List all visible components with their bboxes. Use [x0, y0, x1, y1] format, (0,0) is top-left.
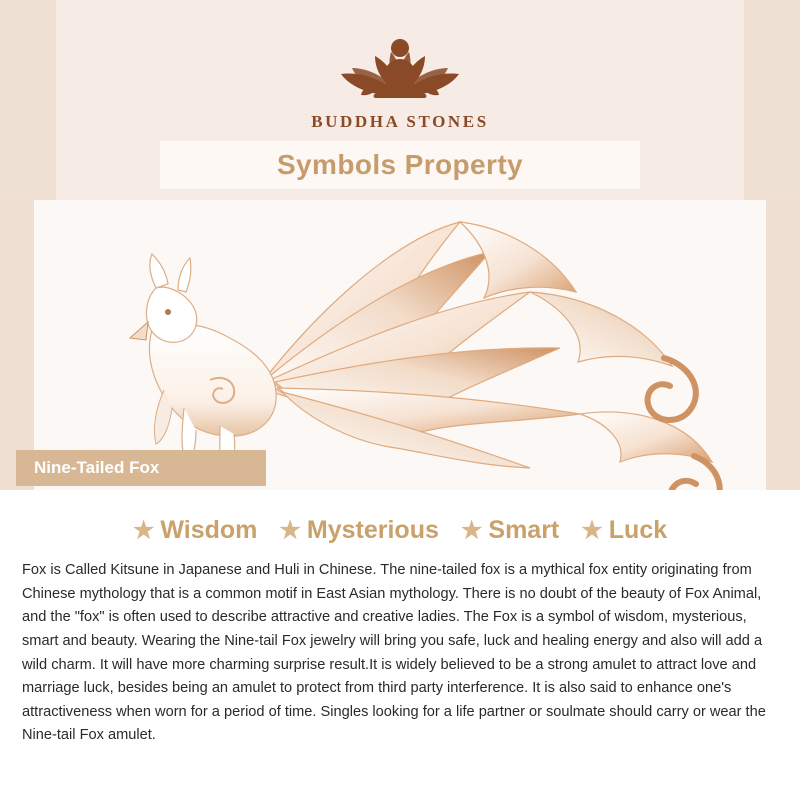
left-accent-bar	[0, 200, 34, 490]
page-title: Symbols Property	[276, 149, 524, 180]
keyword-label: Smart	[488, 516, 560, 544]
keyword-item	[279, 516, 439, 545]
description-section	[0, 490, 800, 800]
right-accent-bar	[766, 200, 800, 490]
keyword-item	[581, 516, 667, 545]
brand-name: BUDDHA STONES	[311, 112, 489, 131]
nine-tailed-fox-illustration	[60, 200, 750, 490]
star-icon: ★	[460, 516, 483, 544]
illustration-label-tag	[16, 450, 266, 486]
header-band	[0, 0, 800, 200]
brand-logo	[0, 22, 800, 132]
buddha-lotus-icon	[315, 22, 485, 108]
keyword-row	[0, 490, 800, 545]
description-text: Fox is Called Kitsune in Japanese and Huli in Chinese. The nine-tailed fox is a mythical fox entity originating from Chinese mythology that is a common motif in East Asian mythology. There is no doubt of the beauty of Fox Animal, and the "fox" is often used to describe attractive and creative ladies. The Fox is a symbol of wisdom, mysterious, smart and beauty. Wearing the Nine-tail Fox jewelry will bring you safe, luck and healing energy and also will add a wild charm. It will have more charming surprise result.It is widely believed to be a strong amulet to attract love and marriage luck, besides being an amulet to protect from third party interference. It is also said to enhance one's attractiveness when worn for a period of time. Singles looking for a life partner or soulmate should carry or wear the Nine-tail Fox amulet.	[22, 562, 766, 744]
title-ribbon	[160, 141, 640, 189]
keyword-item	[461, 516, 559, 545]
star-icon: ★	[132, 516, 155, 544]
illustration-label: Nine-Tailed Fox	[34, 458, 160, 477]
keyword-item	[133, 516, 258, 545]
star-icon: ★	[581, 516, 603, 544]
illustration-area	[0, 200, 800, 490]
keyword-label: Luck	[608, 516, 668, 544]
keyword-label: Mysterious	[306, 516, 439, 544]
keyword-label: Wisdom	[160, 516, 258, 544]
star-icon: ★	[279, 516, 301, 544]
